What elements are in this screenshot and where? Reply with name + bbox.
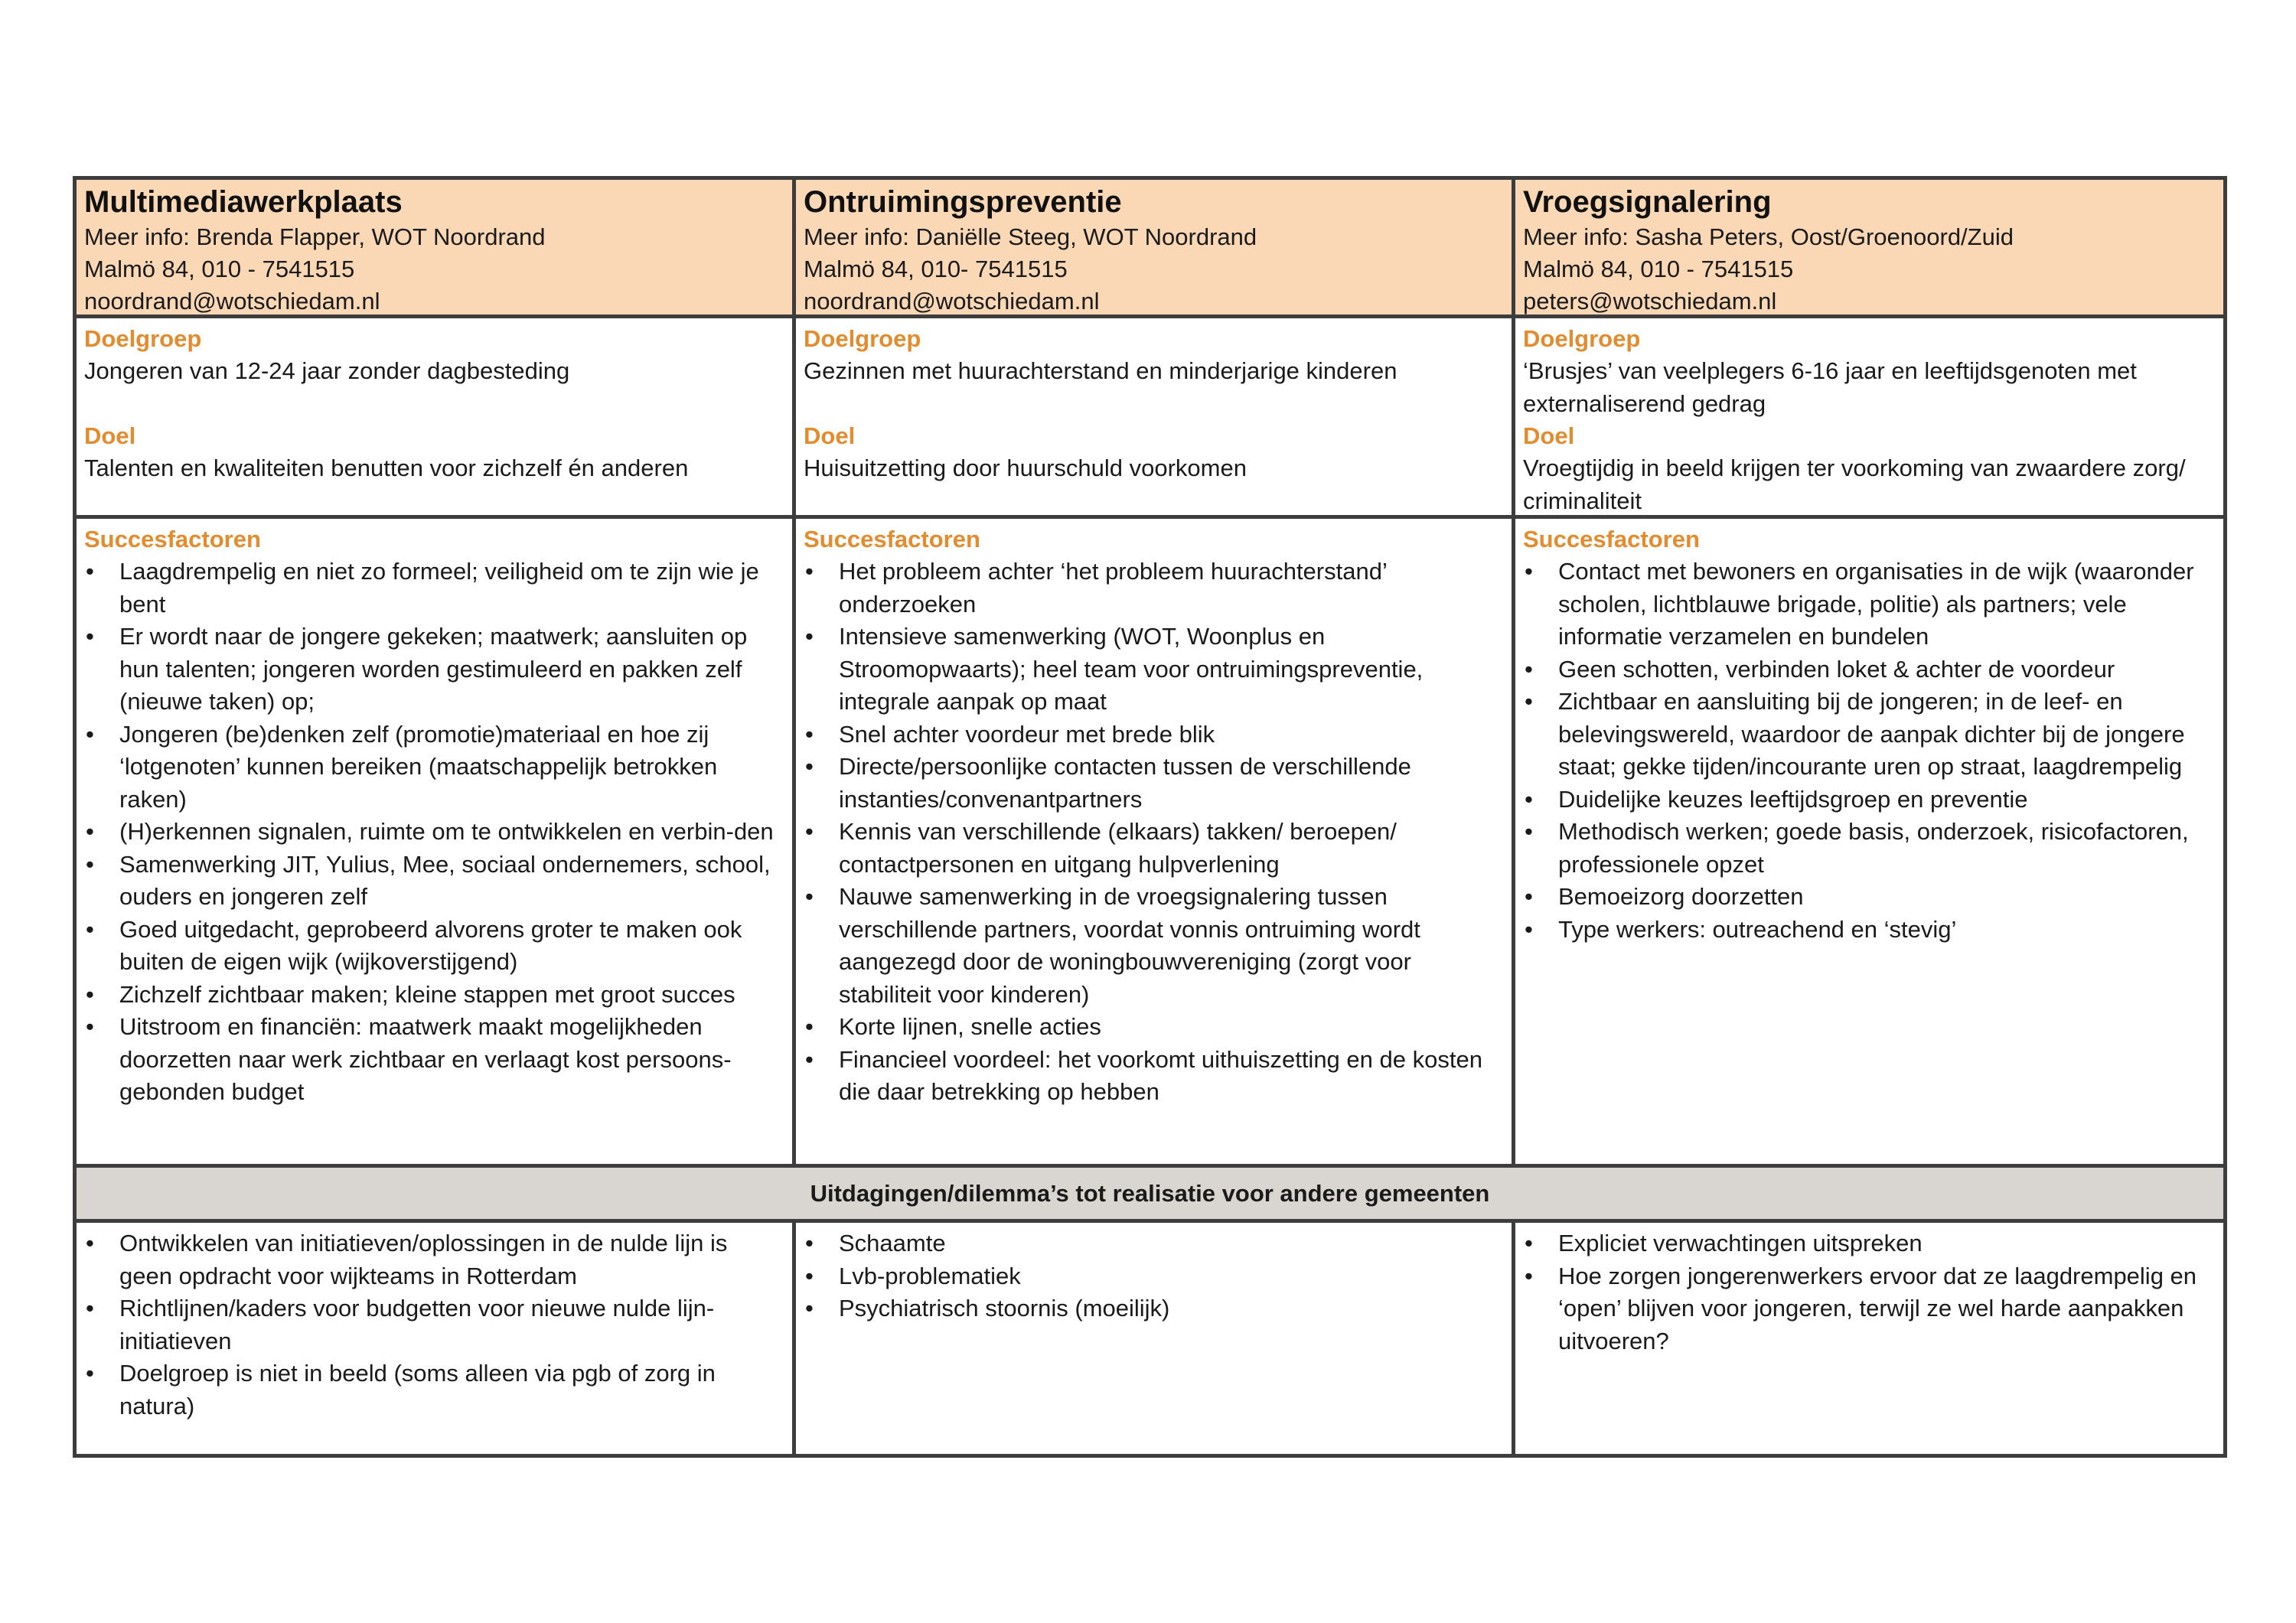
list-item: • Directe/persoonlijke contacten tussen de verschillende instanties/convenantpartners <box>804 751 1504 816</box>
doel-text: Vroegtijdig in beeld krijgen ter voorkoming van zwaardere zorg/ criminaliteit <box>1523 455 2186 514</box>
target-cell <box>1515 318 2223 515</box>
challenges-row <box>77 1223 2223 1454</box>
column-title: Vroegsignalering <box>1523 185 1772 219</box>
target-cell <box>796 318 1515 515</box>
doelgroep-label: Doelgroep <box>804 325 921 352</box>
list-item: • Doelgroep is niet in beeld (soms alleen via pgb of zorg in natura) <box>84 1357 784 1423</box>
doelgroep-text: Gezinnen met huurachterstand en minderjarige kinderen <box>804 357 1397 384</box>
success-row <box>77 519 2223 1168</box>
challenges-list <box>84 1227 784 1423</box>
doel-text: Talenten en kwaliteiten benutten voor zichzelf én anderen <box>84 454 689 481</box>
email-line: peters@wotschiedam.nl <box>1523 288 1777 314</box>
success-list <box>1523 556 2216 946</box>
success-cell <box>77 519 796 1164</box>
list-item: • Samenwerking JIT, Yulius, Mee, sociaal ondernemers, school, ouders en jongeren zelf <box>84 849 784 914</box>
email-line: noordrand@wotschiedam.nl <box>84 288 380 314</box>
list-item: • Laagdrempelig en niet zo formeel; veiligheid om te zijn wie je bent <box>84 556 784 621</box>
success-cell <box>796 519 1515 1164</box>
list-item: • Hoe zorgen jongerenwerkers ervoor dat ze laagdrempelig en ‘open’ blijven voor jongeren, terwijl ze wel harde aanpakken uitvoeren? <box>1523 1260 2216 1358</box>
address-line: Malmö 84, 010 - 7541515 <box>1523 256 1794 282</box>
list-item: • Er wordt naar de jongere gekeken; maatwerk; aansluiten op hun talenten; jongeren worden gestimuleerd en pakken zelf (nieuwe taken) op; <box>84 621 784 719</box>
challenges-list <box>1523 1227 2216 1357</box>
address-line: Malmö 84, 010- 7541515 <box>804 256 1068 282</box>
doel-label: Doel <box>1523 422 1575 449</box>
success-list <box>804 556 1504 1109</box>
doelgroep-label: Doelgroep <box>84 325 202 352</box>
column-title: Ontruimingspreventie <box>804 185 1122 219</box>
succesfactoren-label: Succesfactoren <box>84 526 261 552</box>
list-item: • Nauwe samenwerking in de vroegsignalering tussen verschillende partners, voordat vonnis ontruiming wordt aangezegd door de woningbouwvereniging (zorgt voor stabiliteit voor kinderen) <box>804 881 1504 1011</box>
challenges-banner: Uitdagingen/dilemma’s tot realisatie voor andere gemeenten <box>77 1168 2223 1223</box>
address-line: Malmö 84, 010 - 7541515 <box>84 256 355 282</box>
list-item: • Jongeren (be)denken zelf (promotie)materiaal en hoe zij ‘lotgenoten’ kunnen bereiken (maatschappelijk betrokken raken) <box>84 719 784 816</box>
contact-line: Meer info: Sasha Peters, Oost/Groenoord/Zuid <box>1523 223 2014 250</box>
list-item: • Richtlijnen/kaders voor budgetten voor nieuwe nulde lijn-initiatieven <box>84 1292 784 1357</box>
list-item: • Uitstroom en financiën: maatwerk maakt mogelijkheden doorzetten naar werk zichtbaar en verlaagt kost persoons-gebonden budget <box>84 1011 784 1109</box>
list-item: • Duidelijke keuzes leeftijdsgroep en preventie <box>1523 784 2216 816</box>
challenges-cell <box>77 1223 796 1454</box>
header-cell-vroegsignalering <box>1515 180 2223 314</box>
list-item: • Kennis van verschillende (elkaars) takken/ beroepen/ contactpersonen en uitgang hulpverlening <box>804 816 1504 881</box>
header-cell-ontruimingspreventie <box>796 180 1515 314</box>
target-cell <box>77 318 796 515</box>
header-row <box>77 180 2223 318</box>
list-item: • Korte lijnen, snelle acties <box>804 1011 1504 1044</box>
contact-line: Meer info: Brenda Flapper, WOT Noordrand <box>84 223 546 250</box>
list-item: • Ontwikkelen van initiatieven/oplossingen in de nulde lijn is geen opdracht voor wijkteams in Rotterdam <box>84 1227 784 1292</box>
info-table <box>73 176 2227 1458</box>
doelgroep-text: Jongeren van 12-24 jaar zonder dagbesteding <box>84 357 570 384</box>
list-item: • Het probleem achter ‘het probleem huurachterstand’ onderzoeken <box>804 556 1504 621</box>
contact-line: Meer info: Daniëlle Steeg, WOT Noordrand <box>804 223 1257 250</box>
doel-text: Huisuitzetting door huurschuld voorkomen <box>804 454 1247 481</box>
list-item: • Schaamte <box>804 1227 1504 1260</box>
list-item: • Goed uitgedacht, geprobeerd alvorens groter te maken ook buiten de eigen wijk (wijkoverstijgend) <box>84 914 784 979</box>
doel-label: Doel <box>84 422 136 449</box>
list-item: • (H)erkennen signalen, ruimte om te ontwikkelen en verbin-den <box>84 816 784 849</box>
target-row <box>77 318 2223 519</box>
list-item: • Zichtbaar en aansluiting bij de jongeren; in de leef- en belevingswereld, waardoor de aanpak dichter bij de jongere staat; gekke tijden/incourante uren op straat, laagdrempelig <box>1523 686 2216 784</box>
doel-label: Doel <box>804 422 856 449</box>
list-item: • Geen schotten, verbinden loket & achter de voordeur <box>1523 653 2216 686</box>
list-item: • Snel achter voordeur met brede blik <box>804 719 1504 751</box>
list-item: • Zichzelf zichtbaar maken; kleine stappen met groot succes <box>84 979 784 1012</box>
doelgroep-label: Doelgroep <box>1523 325 1641 352</box>
list-item: • Type werkers: outreachend en ‘stevig’ <box>1523 914 2216 947</box>
list-item: • Intensieve samenwerking (WOT, Woonplus en Stroomopwaarts); heel team voor ontruimingspreventie, integrale aanpak op maat <box>804 621 1504 719</box>
challenges-cell <box>796 1223 1515 1454</box>
success-cell <box>1515 519 2223 1164</box>
challenges-cell <box>1515 1223 2223 1454</box>
list-item: • Expliciet verwachtingen uitspreken <box>1523 1227 2216 1260</box>
success-list <box>84 556 784 1109</box>
list-item: • Contact met bewoners en organisaties in de wijk (waaronder scholen, lichtblauwe brigade, politie) als partners; vele informatie verzamelen en bundelen <box>1523 556 2216 653</box>
list-item: • Lvb-problematiek <box>804 1260 1504 1293</box>
header-cell-multimediawerkplaats <box>77 180 796 314</box>
list-item: • Methodisch werken; goede basis, onderzoek, risicofactoren, professionele opzet <box>1523 816 2216 881</box>
list-item: • Psychiatrisch stoornis (moeilijk) <box>804 1292 1504 1325</box>
doelgroep-text: ‘Brusjes’ van veelplegers 6-16 jaar en leeftijdsgenoten met externaliserend gedrag <box>1523 357 2137 417</box>
list-item: • Bemoeizorg doorzetten <box>1523 881 2216 914</box>
list-item: • Financieel voordeel: het voorkomt uithuiszetting en de kosten die daar betrekking op hebben <box>804 1044 1504 1109</box>
column-title: Multimediawerkplaats <box>84 185 403 219</box>
succesfactoren-label: Succesfactoren <box>804 526 980 552</box>
succesfactoren-label: Succesfactoren <box>1523 526 1700 552</box>
email-line: noordrand@wotschiedam.nl <box>804 288 1100 314</box>
challenges-list <box>804 1227 1504 1325</box>
